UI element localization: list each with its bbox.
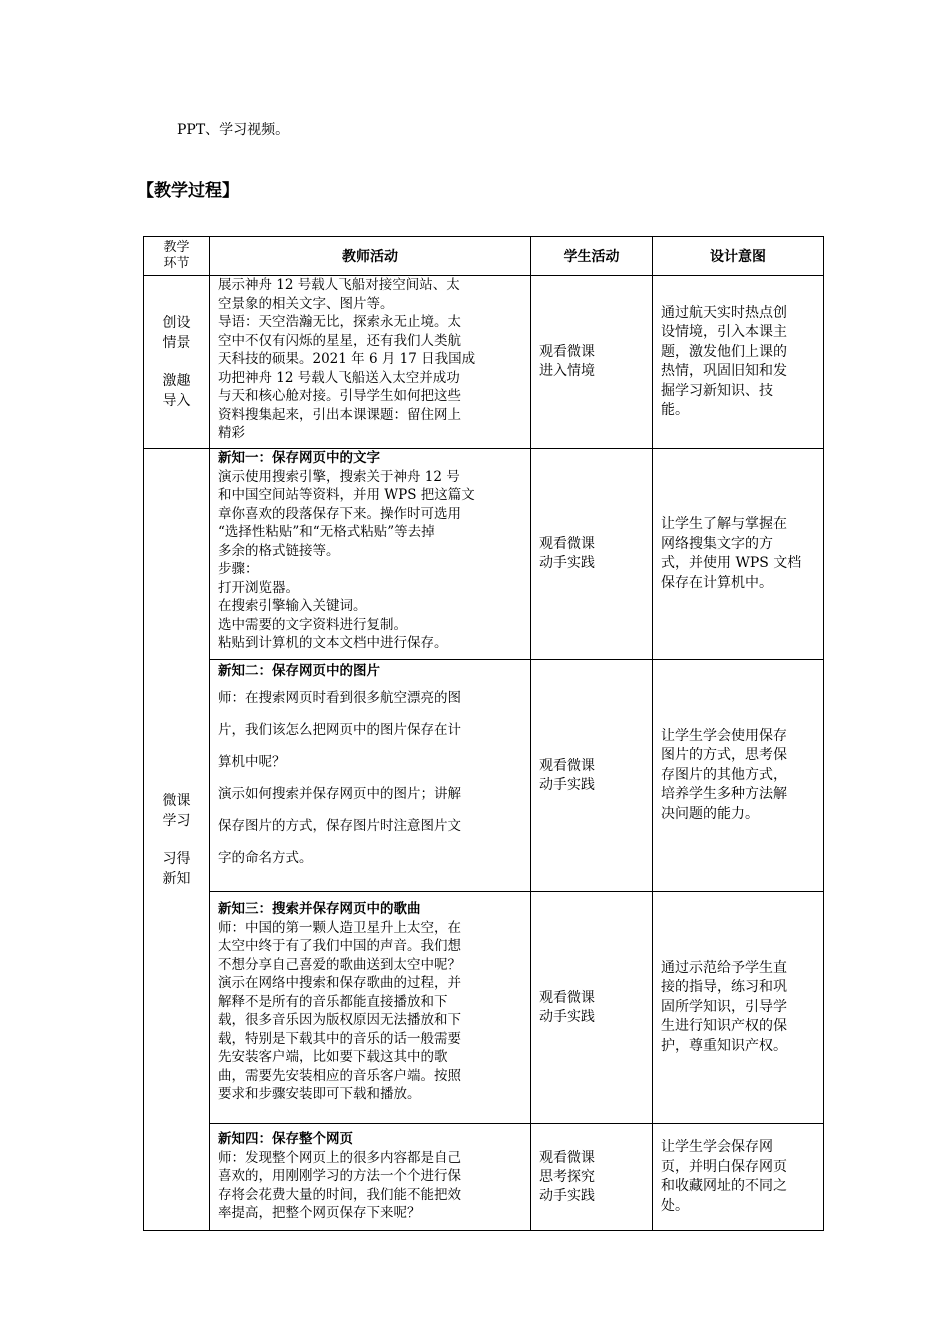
teacher-activity-cell: 展示神舟 12 号载人飞船对接空间站、太 空景象的相关文字、图片等。 导语：天空浩瀚无比，探索永无止境。太 空中不仅有闪烁的星星，还有我们人类航 天科技的硕果。2021 年 6 月 17 日我国成 功把神舟 12 号载人飞船送入太空并成功 与天和核心舱对接。引导学生如何把这些 资料搜集起来，引出本课课题：留住网上 精彩 bbox=[210, 276, 531, 449]
stage-cell: 微课 学习 习得 新知 bbox=[144, 449, 210, 1231]
knowledge-title: 新知二：保存网页中的图片 bbox=[218, 663, 380, 679]
knowledge-title: 新知三：搜索并保存网页中的歌曲 bbox=[218, 901, 421, 917]
teacher-activity-cell: 新知一：保存网页中的文字 演示使用搜索引擎，搜索关于神舟 12 号 和中国空间站等资料，并用 WPS 把这篇文 章你喜欢的段落保存下来。操作时可选用 “选择性粘贴”和“无格式粘贴”等去掉 多余的格式链接等。 步骤： 打开浏览器。 在搜索引擎输入关键词。 选中需要的文字资料进行复制。 粘贴到计算机的文本文档中进行保存。 bbox=[210, 449, 531, 660]
student-activity-cell: 观看微课 思考探究 动手实践 bbox=[531, 1124, 653, 1231]
stage-cell: 创设 情景 激趣 导入 bbox=[144, 276, 210, 449]
design-intent-cell: 让学生学会保存网 页，并明白保存网页 和收藏网址的不同之 处。 bbox=[653, 1124, 824, 1231]
design-intent-cell: 通过航天实时热点创 设情境，引入本课主 题，激发他们上课的 热情，巩固旧知和发 掘学习新知识、技 能。 bbox=[653, 276, 824, 449]
student-activity-cell: 观看微课 动手实践 bbox=[531, 660, 653, 892]
teacher-activity-cell: 新知二：保存网页中的图片 师：在搜索网页时看到很多航空漂亮的图 片，我们该怎么把网页中的图片保存在计 算机中呢？ 演示如何搜索并保存网页中的图片；讲解 保存图片的方式，保存图片时注意图片文 字的命名方式。 bbox=[210, 660, 531, 892]
knowledge-title: 新知四：保存整个网页 bbox=[218, 1131, 353, 1147]
table-row bbox=[144, 892, 824, 1124]
section-title: 【教学过程】 bbox=[137, 181, 239, 201]
teaching-process-table bbox=[143, 236, 824, 1231]
teacher-activity-cell: 新知三：搜索并保存网页中的歌曲 师：中国的第一颗人造卫星升上太空，在 太空中终于有了我们中国的声音。我们想 不想分享自己喜爱的歌曲送到太空中呢？ 演示在网络中搜索和保存歌曲的过程，并 解释不是所有的音乐都能直接播放和下 载，很多音乐因为版权原因无法播放和下 载，特别是下载其中的音乐的话一般需要 先安装客户端，比如要下载这其中的歌 曲，需要先安装相应的音乐客户端。按照 要求和步骤安装即可下载和播放。 bbox=[210, 892, 531, 1124]
table-row bbox=[144, 1124, 824, 1231]
design-intent-cell: 让学生学会使用保存 图片的方式，思考保 存图片的其他方式， 培养学生多种方法解 决问题的能力。 bbox=[653, 660, 824, 892]
table-row bbox=[144, 449, 824, 660]
design-intent-cell: 让学生了解与掌握在 网络搜集文字的方 式，并使用 WPS 文档 保存在计算机中。 bbox=[653, 449, 824, 660]
header-intent: 设计意图 bbox=[653, 237, 824, 276]
table-row bbox=[144, 276, 824, 449]
student-activity-cell: 观看微课 动手实践 bbox=[531, 892, 653, 1124]
student-activity-cell: 观看微课 动手实践 bbox=[531, 449, 653, 660]
intro-line: PPT、学习视频。 bbox=[177, 122, 290, 138]
teacher-activity-cell: 新知四：保存整个网页 师：发现整个网页上的很多内容都是自己 喜欢的，用刚刚学习的方法一个个进行保 存将会花费大量的时间，我们能不能把效 率提高，把整个网页保存下来呢？ bbox=[210, 1124, 531, 1231]
design-intent-cell: 通过示范给予学生直 接的指导，练习和巩 固所学知识，引导学 生进行知识产权的保 护，尊重知识产权。 bbox=[653, 892, 824, 1124]
header-stage: 教学 环节 bbox=[144, 237, 210, 276]
header-teacher: 教师活动 bbox=[210, 237, 531, 276]
header-student: 学生活动 bbox=[531, 237, 653, 276]
table-header-row bbox=[144, 237, 824, 276]
knowledge-title: 新知一：保存网页中的文字 bbox=[218, 450, 380, 466]
table-row bbox=[144, 660, 824, 892]
student-activity-cell: 观看微课 进入情境 bbox=[531, 276, 653, 449]
